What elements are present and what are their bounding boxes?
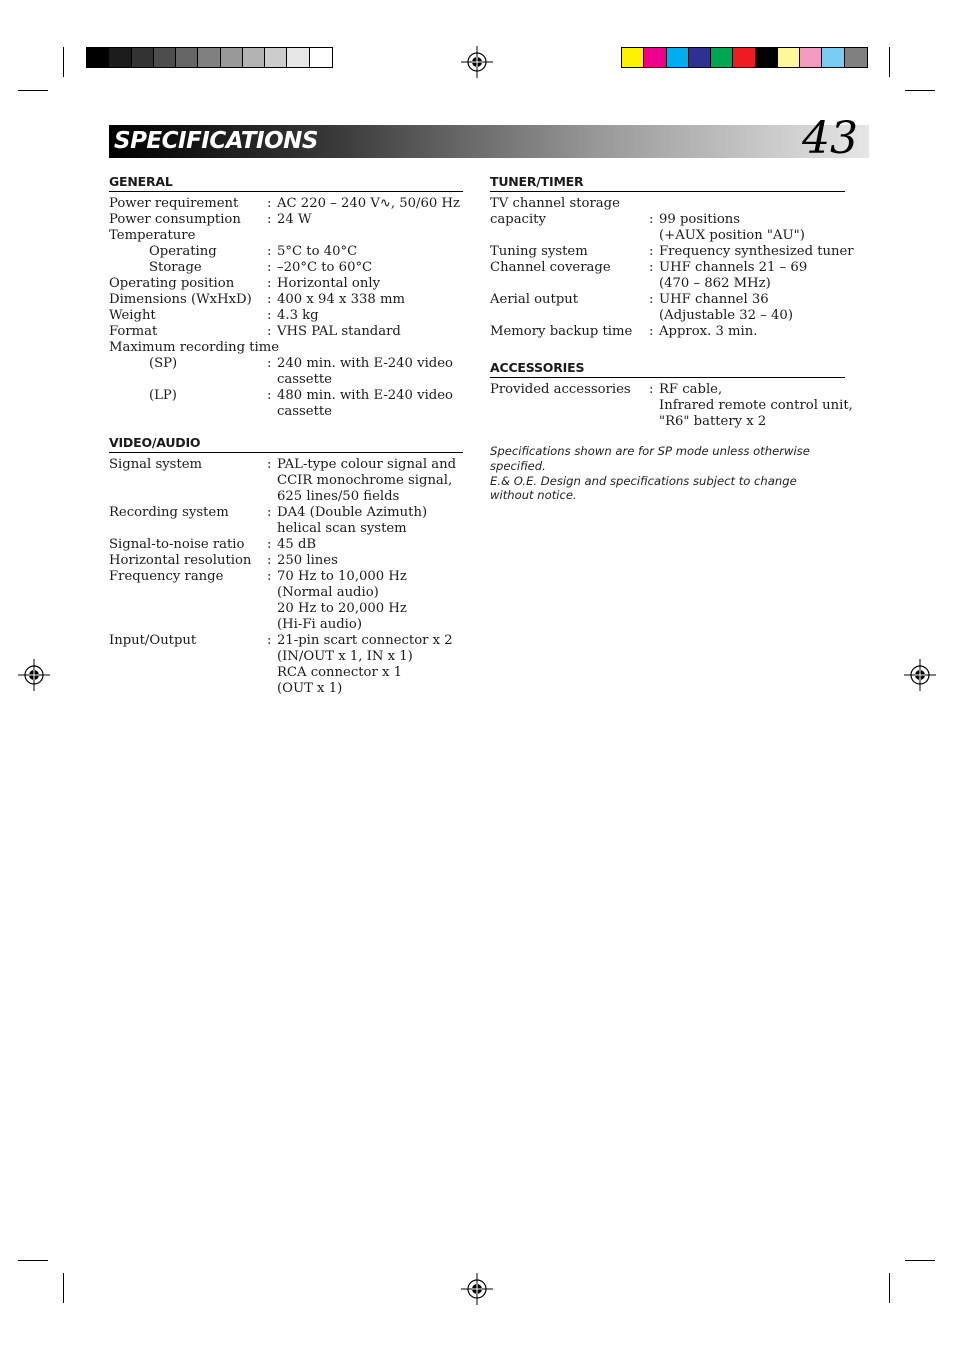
spec-label: Tuning system — [490, 244, 588, 259]
spec-label: Signal-to-noise ratio — [109, 537, 245, 552]
spec-row — [109, 633, 463, 697]
spec-value-line: (Normal audio) — [277, 585, 379, 600]
gray-calibration-bar — [86, 47, 333, 68]
spec-value — [277, 569, 407, 633]
spec-row — [109, 196, 463, 212]
section-heading: TUNER/TIMER — [490, 174, 845, 192]
spec-value — [277, 553, 338, 569]
crop-mark — [63, 1273, 64, 1303]
spec-label: Memory backup time — [490, 324, 633, 339]
spec-value — [277, 537, 316, 553]
spec-row — [490, 260, 845, 292]
spec-value — [277, 457, 456, 505]
spec-row — [490, 244, 854, 260]
spec-separator: : — [649, 324, 654, 339]
calibration-swatch — [198, 48, 220, 67]
spec-row — [109, 356, 463, 388]
spec-label: Operating — [149, 244, 217, 259]
spec-label: Signal system — [109, 457, 203, 472]
calibration-swatch — [154, 48, 176, 67]
spec-value — [277, 356, 453, 388]
registration-mark-icon — [904, 659, 936, 691]
spec-value — [659, 260, 807, 292]
spec-separator: : — [267, 553, 272, 568]
spec-value-line: (+AUX position "AU") — [659, 228, 805, 243]
spec-value-line: AC 220 – 240 V∿, 50/60 Hz — [277, 196, 460, 211]
spec-label: Storage — [149, 260, 202, 275]
spec-value — [659, 382, 853, 430]
calibration-swatch — [109, 48, 131, 67]
spec-separator: : — [267, 569, 272, 584]
crop-mark — [63, 47, 64, 77]
calibration-swatch — [778, 48, 800, 67]
calibration-swatch — [756, 48, 778, 67]
spec-value-line: 250 lines — [277, 553, 338, 568]
crop-mark — [905, 1260, 935, 1261]
spec-label: Format — [109, 324, 158, 339]
calibration-swatch — [87, 48, 109, 67]
spec-row — [109, 324, 463, 340]
spec-row — [109, 569, 463, 633]
calibration-swatch — [287, 48, 309, 67]
calibration-swatch — [132, 48, 154, 67]
spec-label: (LP) — [149, 388, 177, 403]
calibration-swatch — [667, 48, 689, 67]
spec-separator: : — [649, 260, 654, 275]
spec-value-line: Frequency synthesized tuner — [659, 244, 854, 259]
spec-value — [659, 324, 757, 340]
spec-separator: : — [267, 276, 272, 291]
spec-value-line: UHF channel 36 — [659, 292, 769, 307]
section-heading: VIDEO/AUDIO — [109, 435, 463, 453]
spec-label: Input/Output — [109, 633, 197, 648]
spec-value-line: PAL-type colour signal and — [277, 457, 457, 472]
spec-row — [109, 340, 463, 356]
spec-value-line: cassette — [277, 404, 332, 419]
spec-label: Recording system — [109, 505, 229, 520]
spec-value-line: 21-pin scart connector x 2 — [277, 633, 453, 648]
spec-separator: : — [267, 196, 272, 211]
spec-separator: : — [649, 212, 654, 227]
calibration-swatch — [733, 48, 755, 67]
spec-separator: : — [267, 388, 272, 403]
spec-row — [109, 505, 463, 537]
spec-separator: : — [267, 212, 272, 227]
calibration-swatch — [689, 48, 711, 67]
calibration-swatch — [243, 48, 265, 67]
spec-value-line: VHS PAL standard — [277, 324, 401, 339]
spec-label: Maximum recording time — [109, 340, 280, 355]
spec-value — [277, 308, 319, 324]
registration-mark-icon — [461, 1273, 493, 1305]
calibration-swatch — [800, 48, 822, 67]
spec-value-line: helical scan system — [277, 521, 407, 536]
spec-label: Weight — [109, 308, 156, 323]
spec-value-line: UHF channels 21 – 69 — [659, 260, 808, 275]
video-audio-section — [109, 435, 463, 697]
spec-separator: : — [267, 308, 272, 323]
crop-mark — [889, 47, 890, 77]
spec-value-line: (Adjustable 32 – 40) — [659, 308, 793, 323]
spec-separator: : — [649, 292, 654, 307]
spec-separator: : — [267, 537, 272, 552]
note-eoe: E.& O.E. Design and specifications subject to change without notice. — [490, 473, 797, 503]
page-title: SPECIFICATIONS — [114, 128, 318, 154]
spec-value — [277, 388, 453, 420]
spec-value-line: 4.3 kg — [277, 308, 319, 323]
color-calibration-bar — [621, 47, 868, 68]
spec-row — [109, 212, 463, 228]
spec-value-line: 400 x 94 x 338 mm — [277, 292, 405, 307]
spec-value — [277, 276, 380, 292]
spec-value-line: (Hi-Fi audio) — [277, 617, 362, 632]
spec-value-line: Infrared remote control unit, — [659, 398, 853, 413]
spec-row — [109, 553, 463, 569]
crop-mark — [18, 90, 48, 91]
spec-row — [109, 292, 463, 308]
spec-row — [109, 537, 463, 553]
spec-separator: : — [267, 505, 272, 520]
spec-separator: : — [267, 457, 272, 472]
footnotes — [490, 444, 840, 503]
spec-row — [109, 388, 463, 420]
calibration-swatch — [265, 48, 287, 67]
spec-row — [490, 382, 853, 430]
spec-value-line: 5°C to 40°C — [277, 244, 358, 259]
spec-value-line: cassette — [277, 372, 332, 387]
spec-row — [109, 244, 463, 260]
calibration-swatch — [711, 48, 733, 67]
spec-value-line: 99 positions — [659, 212, 741, 227]
spec-label: Aerial output — [490, 292, 579, 307]
spec-value — [659, 212, 805, 244]
spec-label: Power consumption — [109, 212, 241, 227]
spec-value-line: 625 lines/50 fields — [277, 489, 400, 504]
spec-row — [490, 324, 845, 340]
spec-value — [277, 292, 405, 308]
spec-separator: : — [267, 260, 272, 275]
spec-value — [277, 212, 312, 228]
spec-separator: : — [649, 382, 654, 397]
spec-separator: : — [649, 244, 654, 259]
spec-value-line: (470 – 862 MHz) — [659, 276, 771, 291]
spec-value-line: 240 min. with E-240 video — [277, 356, 453, 371]
spec-value-line: 24 W — [277, 212, 312, 227]
section-heading: GENERAL — [109, 174, 463, 192]
calibration-swatch — [622, 48, 644, 67]
spec-value-line: 480 min. with E-240 video — [277, 388, 453, 403]
spec-separator: : — [267, 324, 272, 339]
general-section — [109, 174, 463, 420]
spec-row — [109, 457, 463, 505]
spec-row — [490, 212, 845, 244]
spec-separator: : — [267, 292, 272, 307]
spec-value-line: Horizontal only — [277, 276, 381, 291]
spec-value — [659, 244, 854, 260]
spec-row — [109, 260, 463, 276]
spec-value-line: 45 dB — [277, 537, 317, 552]
spec-value-line: "R6" battery x 2 — [659, 414, 767, 429]
spec-value — [659, 292, 793, 324]
accessories-section — [490, 360, 853, 430]
crop-mark — [905, 90, 935, 91]
spec-separator: : — [267, 244, 272, 259]
spec-label: capacity — [490, 212, 546, 227]
spec-value — [277, 196, 460, 212]
spec-value-line: (OUT x 1) — [277, 681, 343, 696]
page-number: 43 — [802, 113, 858, 164]
tuner-timer-section — [490, 174, 854, 340]
spec-value-line: DA4 (Double Azimuth) — [277, 505, 428, 520]
spec-label: Temperature — [109, 228, 196, 243]
spec-label: (SP) — [149, 356, 178, 371]
section-heading: ACCESSORIES — [490, 360, 845, 378]
calibration-swatch — [221, 48, 243, 67]
spec-value — [277, 324, 401, 340]
spec-value-line: RCA connector x 1 — [277, 665, 402, 680]
spec-row — [490, 292, 845, 324]
spec-value-line: 70 Hz to 10,000 Hz — [277, 569, 407, 584]
calibration-swatch — [176, 48, 198, 67]
spec-value-line: Approx. 3 min. — [659, 324, 758, 339]
spec-label: Operating position — [109, 276, 235, 291]
spec-value — [277, 260, 372, 276]
spec-value — [277, 505, 427, 537]
registration-mark-icon — [18, 659, 50, 691]
spec-label: Provided accessories — [490, 382, 631, 397]
spec-label: Channel coverage — [490, 260, 611, 275]
spec-label: Dimensions (WxHxD) — [109, 292, 252, 307]
spec-separator: : — [267, 633, 272, 648]
note-sp-mode: Specifications shown are for SP mode unless otherwise specified. — [490, 444, 810, 473]
calibration-swatch — [845, 48, 867, 67]
calibration-swatch — [310, 48, 332, 67]
spec-label: Horizontal resolution — [109, 553, 252, 568]
spec-row — [109, 276, 463, 292]
crop-mark — [889, 1273, 890, 1303]
spec-value-line: (IN/OUT x 1, IN x 1) — [277, 649, 413, 664]
crop-mark — [18, 1260, 48, 1261]
spec-value-line: 20 Hz to 20,000 Hz — [277, 601, 407, 616]
spec-label: Frequency range — [109, 569, 224, 584]
spec-label: TV channel storage — [490, 196, 620, 211]
calibration-swatch — [644, 48, 666, 67]
registration-mark-icon — [461, 46, 493, 78]
spec-value-line: CCIR monochrome signal, — [277, 473, 453, 488]
spec-value — [277, 633, 453, 697]
spec-value-line: –20°C to 60°C — [277, 260, 373, 275]
spec-row — [490, 196, 845, 212]
spec-label: Power requirement — [109, 196, 239, 211]
calibration-swatch — [822, 48, 844, 67]
spec-value — [277, 244, 357, 260]
spec-separator: : — [267, 356, 272, 371]
spec-value-line: RF cable, — [659, 382, 723, 397]
spec-row — [109, 228, 463, 244]
spec-row — [109, 308, 463, 324]
